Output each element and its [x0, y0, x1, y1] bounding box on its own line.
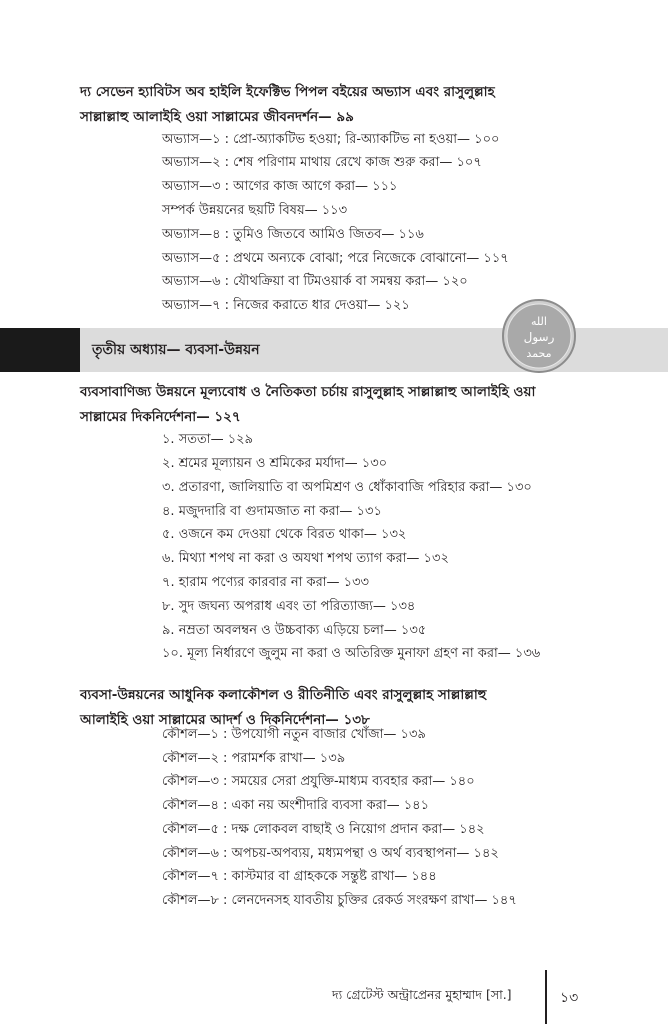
toc-entry: ৯. নম্রতা অবলম্বন ও উচ্চবাক্য এড়িয়ে চলা— ১৩৫: [162, 623, 427, 638]
heading-line: ব্যবসাবাণিজ্য উন্নয়নে মূল্যবোধ ও নৈতিকতা চর্চায় রাসুলুল্লাহ সাল্লাল্লাহু আলাইহি ওয়া: [80, 384, 536, 400]
heading-line: সাল্লাল্লাহু আলাইহি ওয়া সাল্লামের জীবনদর্শন— ৯৯: [80, 109, 354, 125]
toc-entry: ১০. মূল্য নির্ধারণে জুলুম না করা ও অতিরিক্ত মুনাফা গ্রহণ না করা— ১৩৬: [162, 646, 541, 661]
toc-entry: অভ্যাস—৪ : তুমিও জিতবে আমিও জিতব— ১১৬: [162, 227, 424, 242]
footer-divider: [545, 970, 547, 1024]
page-number: ১৩: [560, 990, 579, 1006]
toc-entry: অভ্যাস—১ : প্রো-অ্যাকটিভ হওয়া; রি-অ্যাকটিভ না হওয়া— ১০০: [162, 132, 500, 147]
toc-entry: অভ্যাস—৬ : যৌথক্রিয়া বা টিমওয়ার্ক বা সমন্বয় করা— ১২০: [162, 274, 468, 289]
heading-line: সাল্লামের দিকনির্দেশনা— ১২৭: [80, 409, 241, 425]
toc-entry: কৌশল—২ : পরামর্শক রাখা— ১৩৯: [162, 751, 346, 766]
seal-text: رسول: [523, 330, 555, 344]
toc-entry: ১. সততা— ১২৯: [162, 432, 254, 447]
section-heading-habits: [80, 80, 590, 130]
seal-text: محمد: [526, 347, 552, 360]
running-footer-title: দ্য গ্রেটেস্ট অন্ট্রাপ্রেনর মুহাম্মাদ [সা.]: [332, 987, 512, 1002]
toc-entry: কৌশল—৫ : দক্ষ লোকবল বাছাই ও নিয়োগ প্রদান করা— ১৪২: [162, 822, 485, 837]
heading-line: আলাইহি ওয়া সাল্লামের আদর্শ ও দিকনির্দেশনা— ১৩৮: [80, 712, 370, 728]
toc-entry: ৪. মজুদদারি বা গুদামজাত না করা— ১৩১: [162, 504, 382, 519]
toc-entry: অভ্যাস—৭ : নিজের করাতে ধার দেওয়া— ১২১: [162, 298, 410, 313]
toc-entry: কৌশল—৩ : সময়ের সেরা প্রযুক্তি-মাধ্যম ব্যবহার করা— ১৪০: [162, 774, 475, 789]
toc-entry: সম্পর্ক উন্নয়নের ছয়টি বিষয়— ১১৩: [162, 203, 348, 218]
chapter-title: তৃতীয় অধ্যায়— ব্যবসা-উন্নয়ন: [92, 342, 260, 358]
toc-entry: ৫. ওজনে কম দেওয়া থেকে বিরত থাকা— ১৩২: [162, 527, 407, 542]
toc-entry: ৩. প্রতারণা, জালিয়াতি বা অপমিশ্রণ ও ধোঁকাবাজি পরিহার করা— ১৩০: [162, 480, 532, 495]
toc-entry: ৮. সুদ জঘন্য অপরাধ এবং তা পরিত্যাজ্য— ১৩৪: [162, 599, 416, 614]
toc-entry: ৬. মিথ্যা শপথ না করা ও অযথা শপথ ত্যাগ করা— ১৩২: [162, 551, 449, 566]
heading-line: দ্য সেভেন হ্যাবিটস অব হাইলি ইফেক্টিভ পিপল বইয়ের অভ্যাস এবং রাসুলুল্লাহ: [80, 84, 495, 100]
section-heading-ethics: [80, 380, 590, 430]
toc-entry: ২. শ্রমের মূল্যায়ন ও শ্রমিকের মর্যাদা— ১৩০: [162, 456, 388, 471]
toc-entry: অভ্যাস—২ : শেষ পরিণাম মাথায় রেখে কাজ শুরু করা— ১০৭: [162, 155, 482, 170]
toc-entry: অভ্যাস—৫ : প্রথমে অন্যকে বোঝা; পরে নিজেকে বোঝানো— ১১৭: [162, 251, 509, 266]
toc-entry: কৌশল—৬ : অপচয়-অপব্যয়, মধ্যমপন্থা ও অর্থ ব্যবস্থাপনা— ১৪২: [162, 846, 499, 861]
toc-entry: কৌশল—৮ : লেনদেনসহ যাবতীয় চুক্তির রেকর্ড সংরক্ষণ রাখা— ১৪৭: [162, 893, 517, 908]
toc-entry: অভ্যাস—৩ : আগের কাজ আগে করা— ১১১: [162, 179, 398, 194]
toc-entry: ৭. হারাম পণ্যের কারবার না করা— ১৩৩: [162, 575, 370, 590]
prophet-seal-icon: [500, 297, 578, 375]
toc-entry: কৌশল—৪ : একা নয় অংশীদারি ব্যবসা করা— ১৪১: [162, 798, 430, 813]
toc-entry: কৌশল—৭ : কাস্টমার বা গ্রাহককে সন্তুষ্ট রাখা— ১৪৪: [162, 869, 437, 884]
seal-text: الله: [531, 315, 547, 328]
heading-line: ব্যবসা-উন্নয়নের আধুনিক কলাকৌশল ও রীতিনীতি এবং রাসুলুল্লাহ সাল্লাল্লাহু: [80, 687, 487, 703]
toc-entry: কৌশল—১ : উপযোগী নতুন বাজার খোঁজা— ১৩৯: [162, 727, 426, 742]
chapter-band-black-tab: [0, 328, 80, 372]
